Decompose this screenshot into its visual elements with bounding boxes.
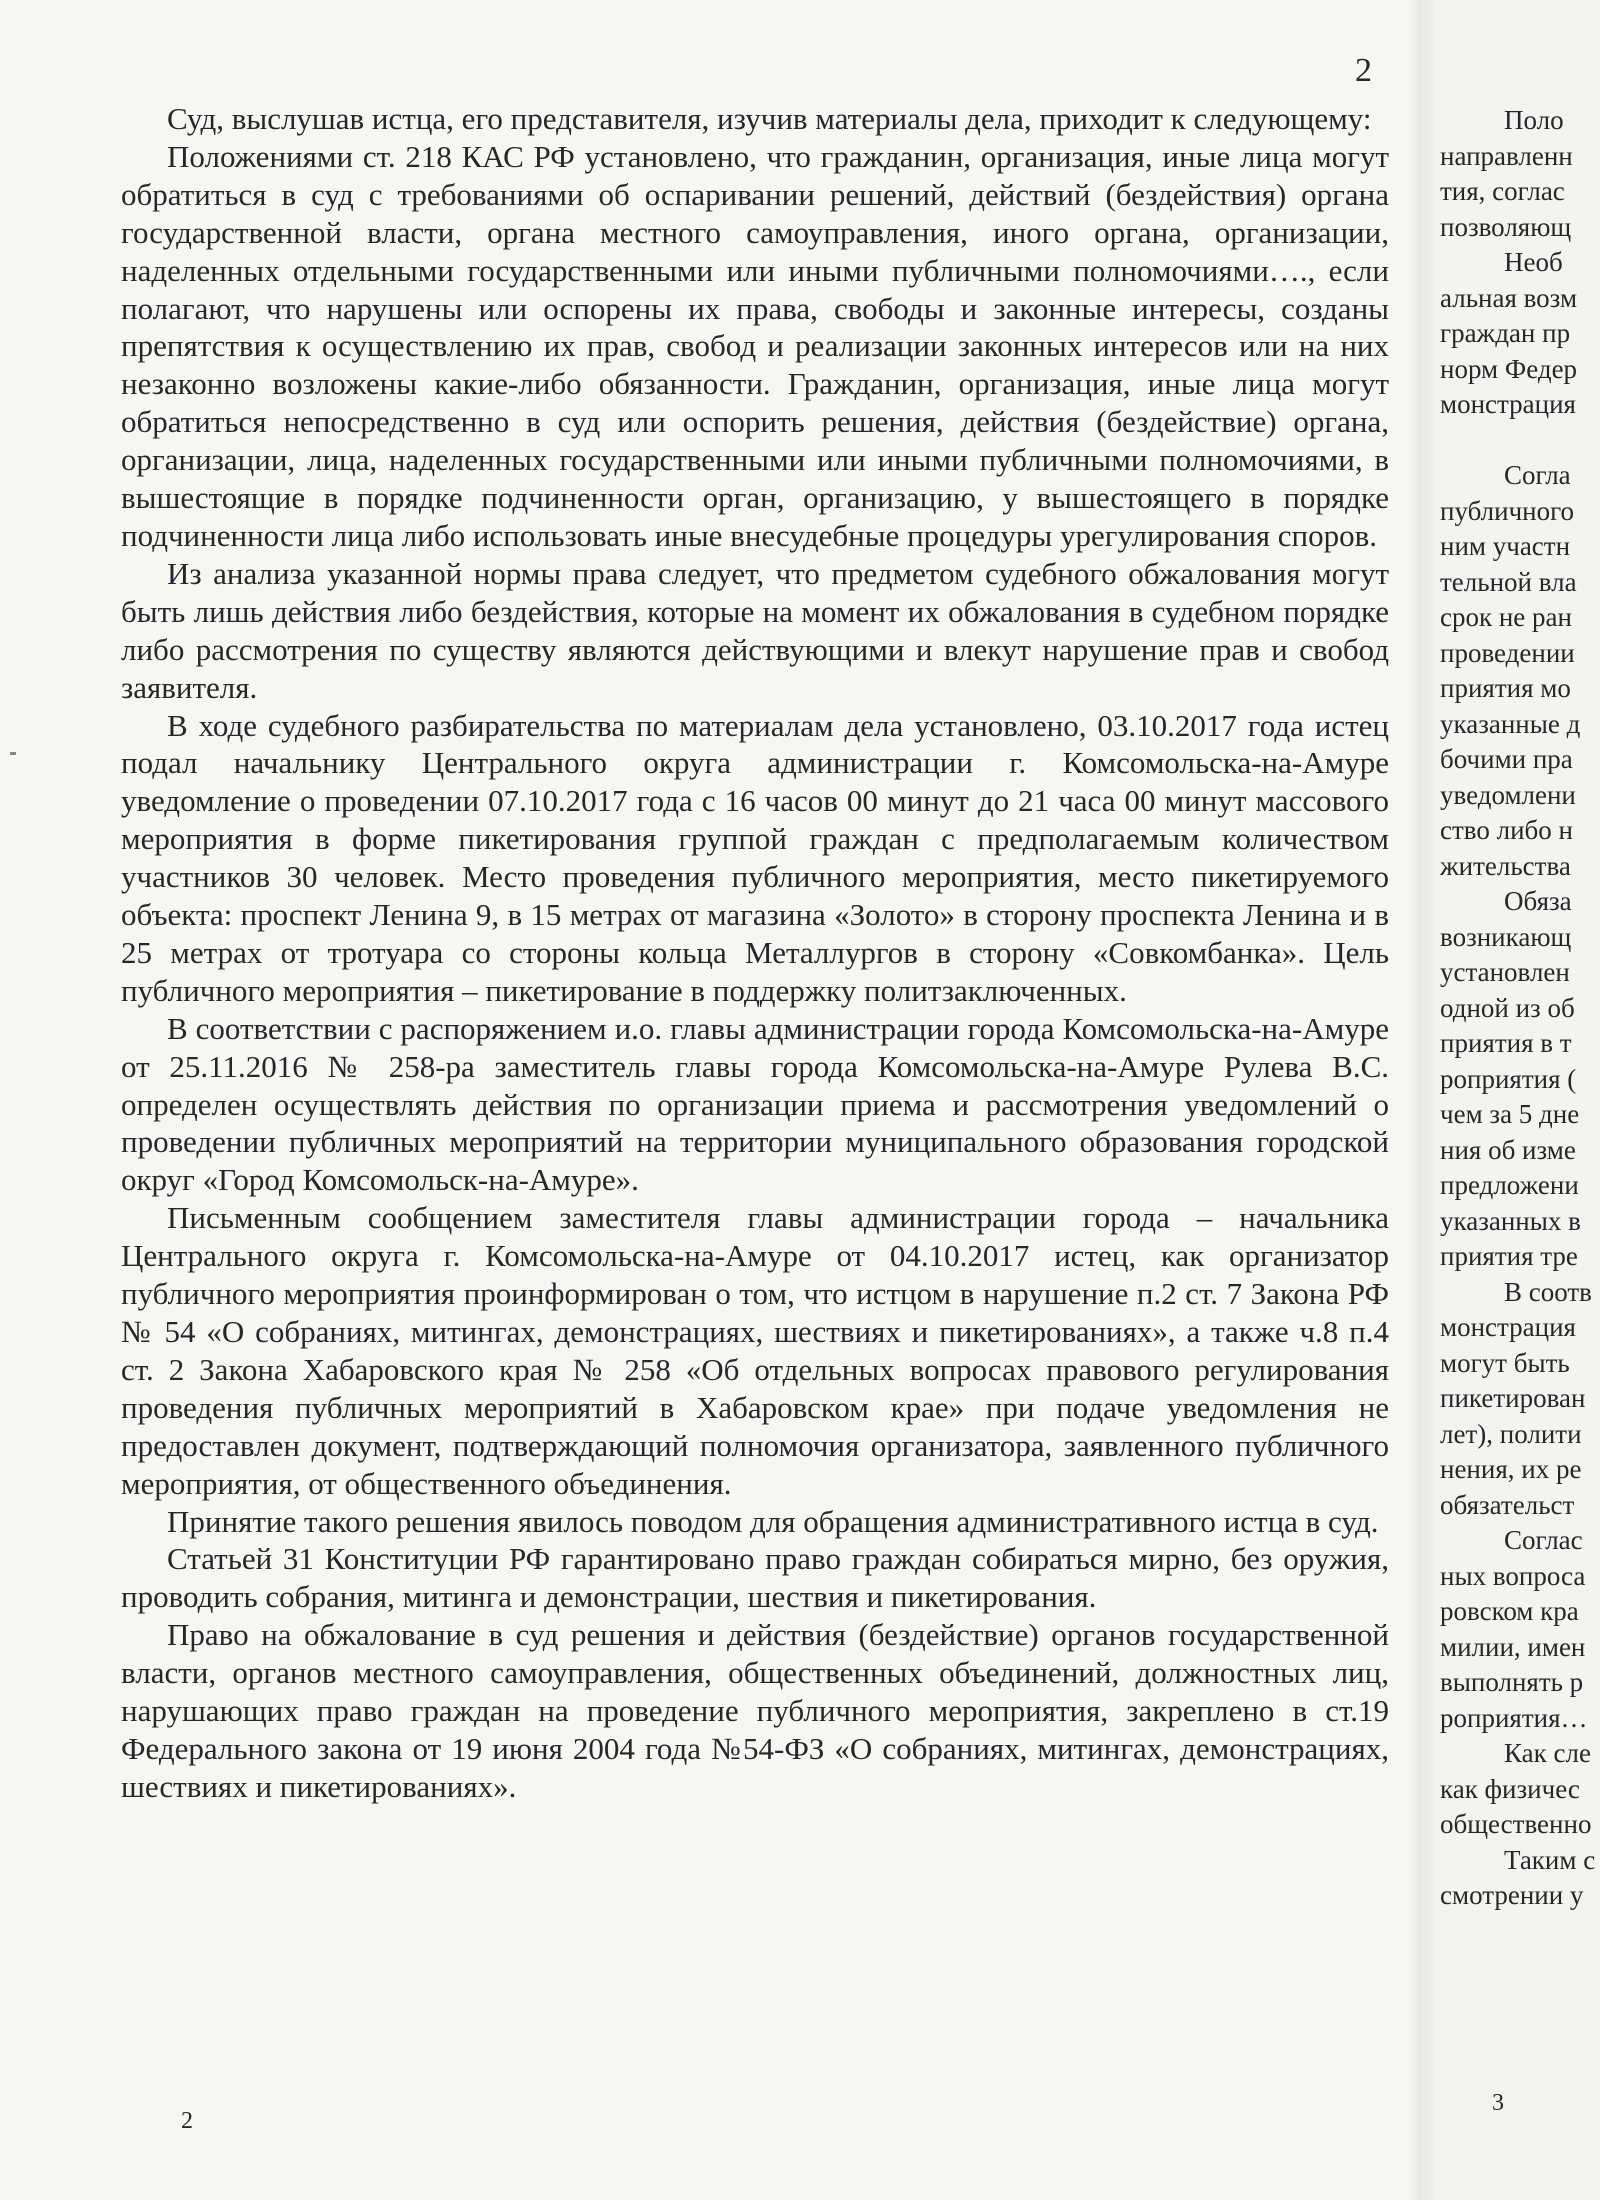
page-number-top: 2: [1355, 52, 1372, 89]
right-page-line: приятия мо: [1440, 673, 1571, 703]
right-page-line: срок не ран: [1440, 602, 1572, 632]
right-page-line: тия, соглас: [1440, 176, 1565, 206]
right-page-text: [1434, 103, 1600, 1914]
margin-mark: [10, 752, 16, 755]
right-page-line: выполнять р: [1440, 1667, 1584, 1697]
right-page-line: милии, имен: [1440, 1631, 1586, 1662]
right-page-line: чем за 5 дне: [1440, 1099, 1580, 1129]
right-page-number: 3: [1492, 2090, 1504, 2116]
right-page-line: Поло: [1504, 105, 1564, 135]
right-page-line: ним участн: [1440, 531, 1571, 561]
right-page-line: приятия тре: [1440, 1241, 1578, 1271]
paragraph-5: В соответствии с распоряжением и.о. главы администрации города Комсомольска-на-Амуре от 25.11.2016 № 258-ра заместитель главы города Комсомольска-на-Амуре Рулева В.С. определен осуществлять действия по организации приема и рассмотрения уведомлений о проведении публичных мероприятий на территории муниципального образования городской округ «Город Комсомольск-на-Амуре».: [121, 1010, 1389, 1198]
right-page-line: бочими пра: [1440, 744, 1573, 774]
right-page-line: ровском кра: [1440, 1596, 1579, 1626]
right-page-line: ния об изме: [1440, 1134, 1576, 1165]
right-page-line: норм Федер: [1440, 353, 1578, 384]
right-page-line: одной из об: [1440, 992, 1575, 1023]
right-page-line: указанные д: [1440, 708, 1581, 739]
right-page-line: [1434, 423, 1600, 459]
right-page-line: направленн: [1440, 140, 1573, 171]
right-page-line: монстрация: [1440, 1312, 1576, 1342]
right-page-line: Согла: [1504, 460, 1571, 490]
right-page-line: роприятия…: [1440, 1702, 1588, 1733]
right-page-line: пикетирован: [1440, 1383, 1586, 1413]
right-page-line: тельной вла: [1440, 566, 1577, 597]
right-page-line: Таким с: [1504, 1844, 1596, 1875]
right-page-line: указанных в: [1440, 1205, 1581, 1236]
right-page-line: лет), полити: [1440, 1418, 1582, 1449]
right-page-line: позволяющ: [1440, 211, 1572, 242]
right-page-line: В соотв: [1504, 1276, 1592, 1307]
paragraph-7: Принятие такого решения явилось поводом для обращения административного истца в суд.: [167, 1503, 1379, 1539]
right-page-line: ство либо н: [1440, 815, 1573, 845]
right-page-line: публичного: [1440, 495, 1575, 526]
paragraph-8: Статьей 31 Конституции РФ гарантировано право граждан собираться мирно, без оружия, проводить собрания, митинга и демонстрации, шествия и пикетирования.: [121, 1541, 1389, 1615]
paragraph-9: Право на обжалование в суд решения и действия (бездействие) органов государственной власти, органов местного самоуправления, общественных объединений, должностных лиц, нарушающих право граждан на проведение публичного мероприятия, закреплено в ст.19 Федерального закона от 19 июня 2004 года №54-ФЗ «О собраниях, митингах, демонстрациях, шествиях и пикетированиях».: [121, 1617, 1389, 1804]
right-page-line: альная возм: [1440, 282, 1578, 313]
right-page-line: роприятия (: [1440, 1063, 1577, 1094]
page-number-bottom: 2: [181, 2108, 193, 2134]
page-gutter: [1408, 0, 1434, 2200]
paragraph-6: Письменным сообщением заместителя главы администрации города – начальника Центрального округа г. Комсомольска-на-Амуре от 04.10.2017 истец, как организатор публичного мероприятия проинформирован о том, что истцом в нарушение п.2 ст. 7 Закона РФ № 54 «О собраниях, митингах, демонстрациях, шествиях и пикетированиях», а также ч.8 п.4 ст. 2 Закона Хабаровского края № 258 «Об отдельных вопросах правового регулирования проведения публичных мероприятий в Хабаровском крае» при подаче уведомления не предоставлен документ, подтверждающий полномочия организатора, заявленного публичного мероприятия, от общественного объединения.: [121, 1200, 1389, 1501]
paragraph-1: Суд, выслушав истца, его представителя, изучив материалы дела, приходит к следующему:: [167, 101, 1372, 136]
right-page-line: нения, их ре: [1440, 1454, 1582, 1484]
right-page-line: возникающ: [1440, 921, 1572, 952]
right-page-line: Обяза: [1504, 886, 1572, 916]
right-page-line: смотрении у: [1440, 1880, 1584, 1910]
right-page-line: предложени: [1440, 1170, 1579, 1200]
right-page-line: Как сле: [1504, 1738, 1591, 1768]
right-page-line: Необ: [1504, 247, 1563, 277]
right-page-line: обязательст: [1440, 1489, 1575, 1520]
right-page-line: общественно: [1440, 1809, 1592, 1839]
paragraph-3: Из анализа указанной нормы права следует, что предметом судебного обжалования могут быть лишь действия либо бездействия, которые на момент их обжалования в судебном порядке либо рассмотрения по существу являются действующими и влекут нарушение прав и свобод заявителя.: [121, 555, 1389, 705]
right-page-line: как физичес: [1440, 1773, 1580, 1804]
right-page-line: установлен: [1440, 957, 1570, 987]
right-page-line: монстрация: [1440, 389, 1576, 419]
right-page-line: могут быть: [1440, 1347, 1570, 1378]
right-page-line: приятия в т: [1440, 1028, 1572, 1058]
right-page-line: жительства: [1440, 850, 1571, 881]
right-page-line: проведении: [1440, 637, 1575, 668]
right-page-line: Соглас: [1504, 1525, 1583, 1555]
right-page-fragment: [1434, 0, 1600, 2200]
paragraph-4: В ходе судебного разбирательства по материалам дела установлено, 03.10.2017 года истец подал начальнику Центрального округа администрации г. Комсомольска-на-Амуре уведомление о проведении 07.10.2017 года с 16 часов 00 минут до 21 часа 00 минут массового мероприятия в форме пикетирования группой граждан с предполагаемым количеством участников 30 человек. Место проведения публичного мероприятия, место пикетируемого объекта: проспект Ленина 9, в 15 метрах от магазина «Золото» в сторону проспекта Ленина и в 25 метрах от тротуара со стороны кольца Металлургов в сторону «Совкомбанка». Цель публичного мероприятия – пикетирование в поддержку политзаключенных.: [121, 707, 1389, 1008]
right-page-line: граждан пр: [1440, 318, 1571, 348]
paragraph-2: Положениями ст. 218 КАС РФ установлено, что гражданин, организация, иные лица могут обратиться в суд с требованиями об оспаривании решений, действий (бездействия) органа государственной власти, органа местного самоуправления, иного органа, организации, наделенных отдельными государственными или иными публичными полномочиями…., если полагают, что нарушены или оспорены их права, свободы и законные интересы, созданы препятствия к осуществлению их прав, свобод и реализации законных интересов или на них незаконно возложены какие-либо обязанности. Гражданин, организация, иные лица могут обратиться непосредственно в суд или оспорить решения, действия (бездействие) органа, организации, лица, наделенных государственными или иными публичными полномочиями, в вышестоящие в порядке подчиненности орган, организацию, у вышестоящего в порядке подчиненности лица либо использовать иные внесудебные процедуры урегулирования споров.: [121, 138, 1389, 553]
document-body: [121, 100, 1389, 1806]
right-page-line: уведомлени: [1440, 779, 1576, 810]
right-page-line: ных вопроса: [1440, 1560, 1586, 1591]
